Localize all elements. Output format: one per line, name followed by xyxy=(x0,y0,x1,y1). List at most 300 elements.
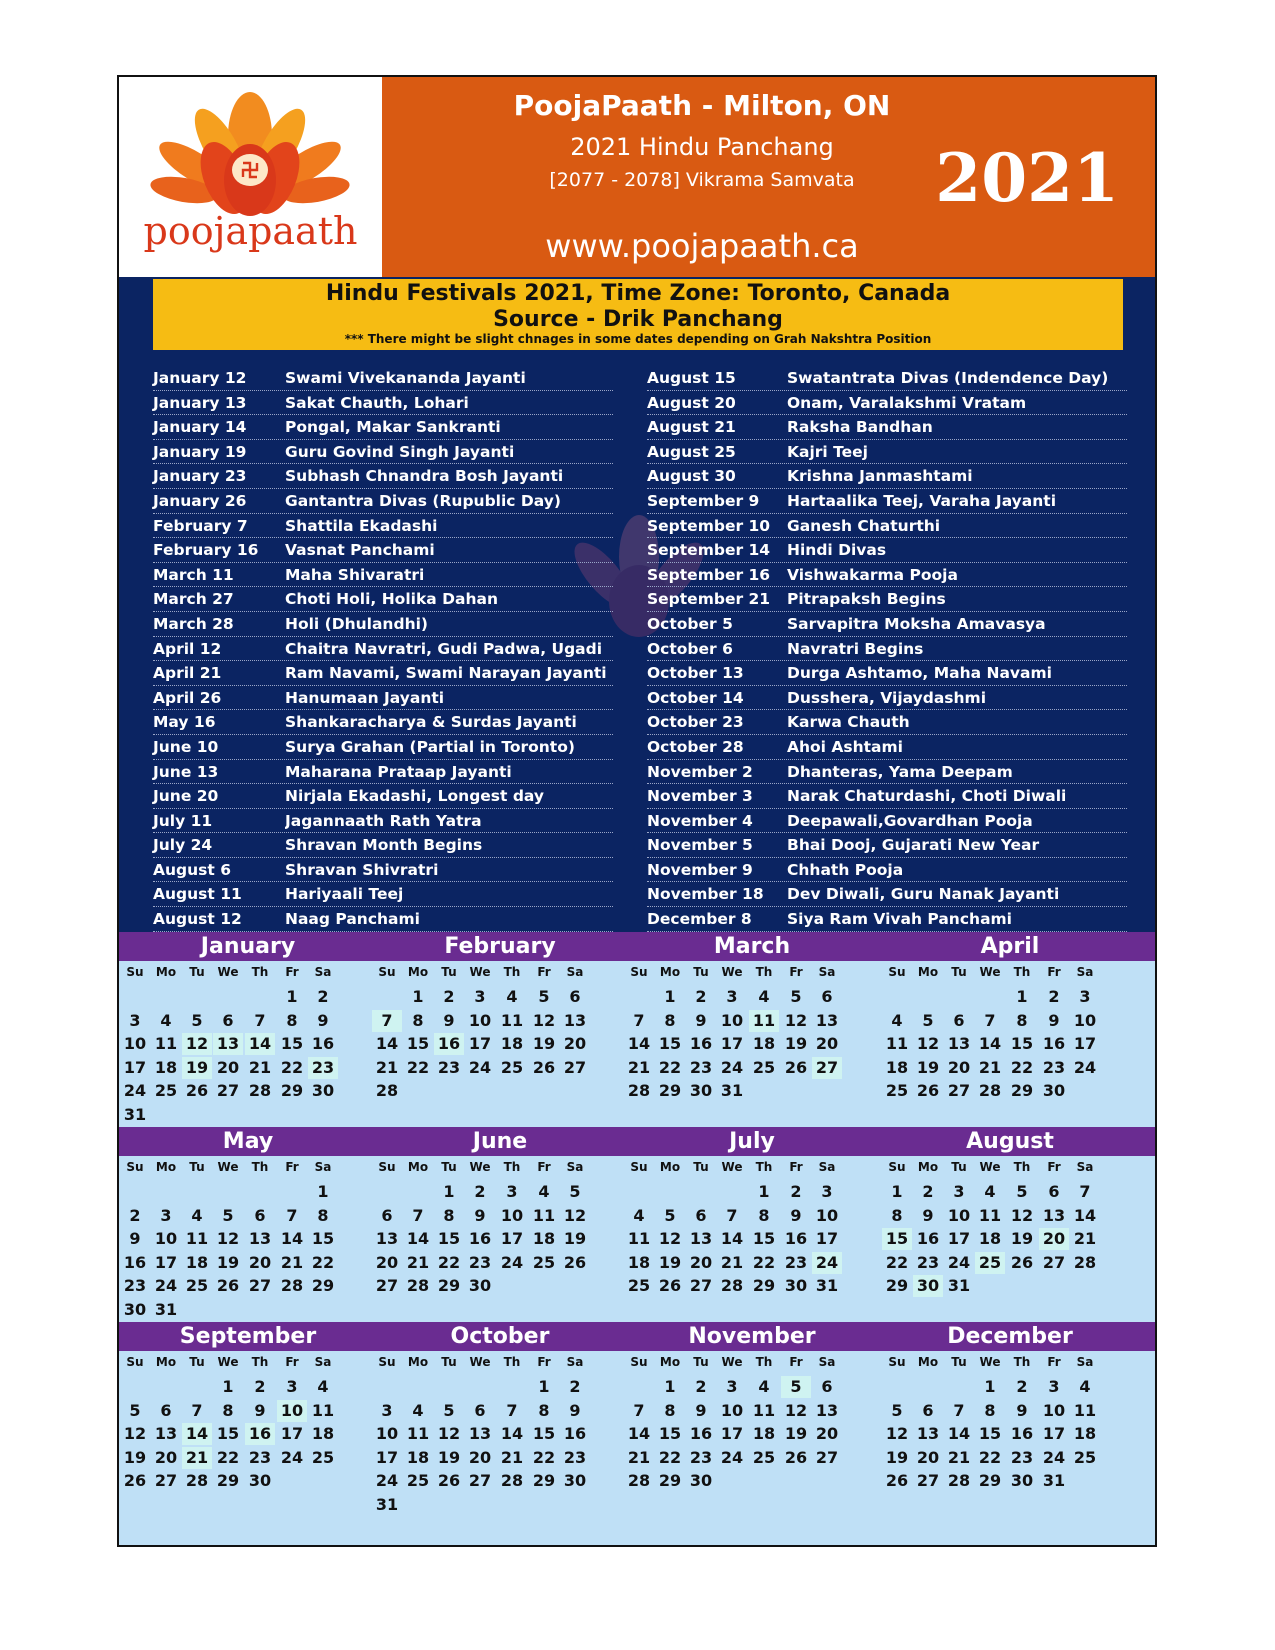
calendar-day: 28 xyxy=(627,1081,651,1100)
weekday-label: Tu xyxy=(693,1355,709,1369)
calendar-day: 29 xyxy=(1010,1081,1034,1100)
festival-banner xyxy=(153,279,1123,350)
weekday-label: Th xyxy=(755,1355,773,1369)
calendar-day: 19 xyxy=(532,1034,556,1053)
festival-name: Hartaalika Teej, Varaha Jayanti xyxy=(787,491,1057,510)
weekday-label: Sa xyxy=(818,1355,836,1369)
month-march xyxy=(623,932,881,1127)
calendar-day: 11 xyxy=(752,1400,776,1420)
calendar-day: 9 xyxy=(695,1010,707,1030)
calendar-day: 11 xyxy=(406,1424,430,1443)
calendar-day: 14 xyxy=(947,1424,971,1443)
weekday-label: We xyxy=(217,965,239,979)
calendar-day: 1 xyxy=(317,1182,329,1201)
weekday-label: Sa xyxy=(566,965,584,979)
calendar-day: 3 xyxy=(726,987,738,1006)
festival-name: Maharana Prataap Jayanti xyxy=(285,762,512,781)
festival-name: Nirjala Ekadashi, Longest day xyxy=(285,787,545,806)
calendar-day: 28 xyxy=(185,1471,209,1490)
weekday-label: Tu xyxy=(189,965,205,979)
calendar-day: 8 xyxy=(286,1010,298,1030)
festival-date: October 14 xyxy=(647,688,744,707)
calendar-day: 3 xyxy=(381,1400,393,1420)
calendar-section xyxy=(119,932,1155,1547)
calendar-day: 12 xyxy=(1010,1205,1034,1225)
calendar-day: 29 xyxy=(311,1276,335,1295)
festival-date: January 26 xyxy=(153,491,247,510)
festival-name: Shattila Ekadashi xyxy=(285,516,438,535)
calendar-day: 31 xyxy=(375,1494,399,1514)
weekday-label: Fr xyxy=(285,965,299,979)
calendar-day: 13 xyxy=(689,1229,713,1248)
festival-name: Shravan Month Begins xyxy=(285,836,483,855)
calendar-day: 9 xyxy=(922,1205,934,1225)
calendar-day: 7 xyxy=(984,1010,996,1030)
festival-name: Shravan Shivratri xyxy=(285,860,439,879)
calendar-day: 19 xyxy=(658,1252,682,1272)
calendar-day: 21 xyxy=(1073,1229,1097,1248)
weekday-label: Th xyxy=(251,1160,269,1174)
weekday-header xyxy=(623,1355,881,1375)
calendar-day: 3 xyxy=(474,987,486,1006)
calendar-day: 14 xyxy=(720,1229,744,1248)
calendar-day: 16 xyxy=(689,1424,713,1443)
calendar-day: 12 xyxy=(658,1229,682,1248)
calendar-day: 2 xyxy=(695,1377,707,1396)
calendar-day: 1 xyxy=(664,987,676,1006)
weekday-label: Mo xyxy=(917,1355,939,1369)
festival-name: Ram Navami, Swami Narayan Jayanti xyxy=(285,664,607,683)
calendar-day: 9 xyxy=(474,1205,486,1225)
weekday-label: Fr xyxy=(789,1160,803,1174)
festival-date: April 26 xyxy=(153,688,222,707)
calendar-day: 26 xyxy=(1010,1252,1034,1272)
festival-row xyxy=(153,686,613,711)
festival-date: October 5 xyxy=(647,614,733,633)
festival-date: January 23 xyxy=(153,467,247,486)
calendar-day: 30 xyxy=(1042,1081,1066,1100)
calendar-day: 1 xyxy=(664,1377,676,1396)
calendar-day: 26 xyxy=(916,1081,940,1100)
weekday-label: Mo xyxy=(659,965,681,979)
month-title: February xyxy=(444,934,556,959)
calendar-day: 10 xyxy=(123,1034,147,1053)
calendar-day: 26 xyxy=(437,1471,461,1490)
calendar-day: 8 xyxy=(317,1205,329,1225)
festival-row xyxy=(647,661,1127,686)
festival-name: Pitrapaksh Begins xyxy=(787,590,946,609)
month-june xyxy=(371,1127,629,1322)
festival-date: May 16 xyxy=(153,713,216,732)
calendar-day: 2 xyxy=(474,1182,486,1201)
festival-name: Kajri Teej xyxy=(787,442,868,461)
calendar-day: 18 xyxy=(752,1424,776,1443)
month-title: January xyxy=(200,934,296,959)
festival-date: November 18 xyxy=(647,885,764,904)
calendar-day: 30 xyxy=(311,1081,335,1100)
calendar-day: 17 xyxy=(1073,1034,1097,1053)
calendar-day: 27 xyxy=(916,1471,940,1490)
calendar-day: 4 xyxy=(891,1010,903,1030)
calendar-day: 19 xyxy=(784,1424,808,1443)
festival-row xyxy=(647,538,1127,563)
festival-date: March 27 xyxy=(153,590,234,609)
calendar-day: 12 xyxy=(182,1033,212,1055)
calendar-day: 21 xyxy=(627,1447,651,1467)
calendar-day: 24 xyxy=(154,1276,178,1295)
calendar-day: 16 xyxy=(1042,1034,1066,1053)
calendar-day: 14 xyxy=(978,1034,1002,1053)
festival-name: Chhath Pooja xyxy=(787,860,904,879)
calendar-day: 29 xyxy=(978,1471,1002,1490)
website-link[interactable]: www.poojapaath.ca xyxy=(545,227,859,265)
calendar-day: 27 xyxy=(947,1081,971,1100)
weekday-header xyxy=(371,965,629,985)
calendar-day: 21 xyxy=(978,1057,1002,1077)
weekday-header xyxy=(623,1160,881,1180)
calendar-day: 3 xyxy=(286,1377,298,1396)
month-title: December xyxy=(947,1324,1073,1349)
weekday-label: Mo xyxy=(659,1355,681,1369)
festival-name: Vishwakarma Pooja xyxy=(787,565,958,584)
calendar-day: 23 xyxy=(563,1447,587,1467)
festival-date: January 12 xyxy=(153,369,247,387)
festival-date: July 24 xyxy=(153,836,213,855)
weekday-label: Su xyxy=(888,1355,906,1369)
calendar-day: 14 xyxy=(627,1424,651,1443)
calendar-day: 25 xyxy=(500,1057,524,1077)
festival-name: Deepawali,Govardhan Pooja xyxy=(787,811,1033,830)
festival-row xyxy=(647,637,1127,662)
calendar-day: 24 xyxy=(1042,1447,1066,1467)
month-title: June xyxy=(472,1129,528,1154)
festival-date: March 28 xyxy=(153,614,234,633)
weekday-label: Sa xyxy=(314,1160,332,1174)
calendar-day: 16 xyxy=(311,1034,335,1053)
festival-name: Hanumaan Jayanti xyxy=(285,688,445,707)
festival-name: Naag Panchami xyxy=(285,910,420,929)
calendar-day: 14 xyxy=(245,1033,275,1055)
calendar-day: 11 xyxy=(532,1205,556,1225)
calendar-day: 5 xyxy=(191,1010,203,1030)
calendar-day: 5 xyxy=(1016,1182,1028,1201)
calendar-day: 26 xyxy=(885,1471,909,1490)
calendar-day: 10 xyxy=(720,1010,744,1030)
festival-row xyxy=(153,366,613,391)
calendar-day: 14 xyxy=(406,1229,430,1248)
calendar-day: 21 xyxy=(280,1252,304,1272)
weekday-label: Tu xyxy=(441,1355,457,1369)
calendar-day: 15 xyxy=(280,1034,304,1053)
calendar-day: 22 xyxy=(280,1057,304,1077)
calendar-day: 3 xyxy=(726,1377,738,1396)
calendar-day: 21 xyxy=(627,1057,651,1077)
month-january xyxy=(119,932,377,1127)
festival-name: Shankaracharya & Surdas Jayanti xyxy=(285,713,577,732)
calendar-day: 7 xyxy=(633,1400,645,1420)
festival-row xyxy=(153,710,613,735)
calendar-day: 11 xyxy=(885,1034,909,1053)
weekday-label: Sa xyxy=(314,965,332,979)
festival-row xyxy=(153,882,613,907)
festival-date: August 6 xyxy=(153,860,231,879)
calendar-day: 29 xyxy=(885,1276,909,1295)
calendar-day: 17 xyxy=(375,1447,399,1467)
calendar-day: 14 xyxy=(500,1424,524,1443)
festival-name: Dhanteras, Yama Deepam xyxy=(787,762,1013,781)
festival-date: April 12 xyxy=(153,639,222,658)
weekday-label: Mo xyxy=(659,1160,681,1174)
calendar-day: 6 xyxy=(821,987,833,1006)
calendar-day: 11 xyxy=(311,1400,335,1420)
weekday-label: Mo xyxy=(155,965,177,979)
calendar-day: 5 xyxy=(569,1182,581,1201)
logo xyxy=(119,77,382,277)
calendar-day: 19 xyxy=(1010,1229,1034,1248)
festival-date: July 11 xyxy=(153,811,213,830)
weekday-label: Fr xyxy=(789,1355,803,1369)
calendar-day: 1 xyxy=(412,987,424,1006)
calendar-day: 6 xyxy=(1048,1182,1060,1201)
calendar-day: 23 xyxy=(308,1057,338,1079)
calendar-day: 19 xyxy=(182,1057,212,1079)
calendar-day: 18 xyxy=(1073,1424,1097,1443)
calendar-day: 27 xyxy=(216,1081,240,1100)
calendar-day: 7 xyxy=(412,1205,424,1225)
calendar-day: 11 xyxy=(749,1010,779,1032)
weekday-label: Th xyxy=(251,965,269,979)
calendar-day: 13 xyxy=(154,1424,178,1443)
calendar-day: 15 xyxy=(978,1424,1002,1443)
calendar-day: 6 xyxy=(381,1205,393,1225)
calendar-day: 25 xyxy=(975,1252,1005,1274)
calendar-day: 18 xyxy=(185,1252,209,1272)
festival-date: August 30 xyxy=(647,467,736,486)
festival-date: September 10 xyxy=(647,516,771,535)
festival-name: Narak Chaturdashi, Choti Diwali xyxy=(787,787,1067,806)
calendar-day: 9 xyxy=(1016,1400,1028,1420)
festival-date: February 16 xyxy=(153,541,259,560)
header-banner xyxy=(382,77,1155,277)
calendar-day: 21 xyxy=(500,1447,524,1467)
calendar-day: 3 xyxy=(506,1182,518,1201)
calendar-page xyxy=(117,75,1157,1547)
calendar-day: 2 xyxy=(695,987,707,1006)
calendar-day: 16 xyxy=(123,1252,147,1272)
festival-date: September 21 xyxy=(647,590,771,609)
weekday-label: Mo xyxy=(155,1160,177,1174)
calendar-day: 20 xyxy=(1039,1228,1069,1250)
festival-date: August 12 xyxy=(153,910,242,929)
calendar-day: 15 xyxy=(752,1229,776,1248)
calendar-day: 13 xyxy=(815,1010,839,1030)
calendar-day: 24 xyxy=(720,1447,744,1467)
calendar-day: 19 xyxy=(563,1229,587,1248)
calendar-day: 16 xyxy=(784,1229,808,1248)
festival-row xyxy=(153,735,613,760)
weekday-header xyxy=(371,1355,629,1375)
calendar-day: 10 xyxy=(375,1424,399,1443)
festival-name: Sarvapitra Moksha Amavasya xyxy=(787,614,1046,633)
festival-date: April 21 xyxy=(153,664,222,683)
calendar-day: 12 xyxy=(123,1424,147,1443)
calendar-day: 4 xyxy=(758,987,770,1006)
festival-name: Dev Diwali, Guru Nanak Jayanti xyxy=(787,885,1060,904)
calendar-day: 16 xyxy=(245,1423,275,1445)
calendar-day: 6 xyxy=(821,1377,833,1396)
calendar-day: 12 xyxy=(216,1229,240,1248)
festival-date: November 5 xyxy=(647,836,753,855)
calendar-day: 30 xyxy=(1010,1471,1034,1490)
calendar-day: 7 xyxy=(286,1205,298,1225)
calendar-day: 17 xyxy=(815,1229,839,1248)
calendar-day: 17 xyxy=(947,1229,971,1248)
calendar-day: 7 xyxy=(191,1400,203,1420)
calendar-day: 31 xyxy=(815,1276,839,1295)
calendar-day: 23 xyxy=(916,1252,940,1272)
weekday-label: Fr xyxy=(1047,1160,1061,1174)
calendar-day: 25 xyxy=(627,1276,651,1295)
calendar-day: 28 xyxy=(248,1081,272,1100)
weekday-label: We xyxy=(721,1355,743,1369)
calendar-day: 15 xyxy=(532,1424,556,1443)
weekday-label: Tu xyxy=(693,1160,709,1174)
month-july xyxy=(623,1127,881,1322)
calendar-day: 3 xyxy=(953,1182,965,1201)
festival-name: Bhai Dooj, Gujarati New Year xyxy=(787,836,1040,855)
calendar-day: 12 xyxy=(563,1205,587,1225)
calendar-day: 8 xyxy=(1016,1010,1028,1030)
calendar-day: 26 xyxy=(532,1057,556,1077)
festival-row xyxy=(153,661,613,686)
calendar-day: 9 xyxy=(254,1400,266,1420)
weekday-label: Sa xyxy=(314,1355,332,1369)
calendar-day: 5 xyxy=(664,1205,676,1225)
calendar-day: 22 xyxy=(1010,1057,1034,1077)
weekday-label: We xyxy=(217,1160,239,1174)
calendar-day: 22 xyxy=(216,1447,240,1467)
festival-row xyxy=(153,858,613,883)
calendar-day: 21 xyxy=(375,1057,399,1077)
calendar-day: 2 xyxy=(1048,987,1060,1006)
calendar-day: 7 xyxy=(633,1010,645,1030)
festival-name: Hariyaali Teej xyxy=(285,885,404,904)
festival-date: September 16 xyxy=(647,565,771,584)
calendar-day: 10 xyxy=(947,1205,971,1225)
weekday-label: Su xyxy=(126,1160,144,1174)
calendar-day: 18 xyxy=(752,1034,776,1053)
calendar-day: 12 xyxy=(532,1010,556,1030)
calendar-day: 10 xyxy=(154,1229,178,1248)
calendar-day: 11 xyxy=(154,1034,178,1053)
calendar-day: 18 xyxy=(978,1229,1002,1248)
festival-date: January 14 xyxy=(153,418,247,437)
calendar-day: 4 xyxy=(538,1182,550,1201)
festival-row xyxy=(647,833,1127,858)
festival-date: September 9 xyxy=(647,491,760,510)
month-december xyxy=(881,1322,1139,1517)
calendar-day: 2 xyxy=(790,1182,802,1201)
banner-line-2: Source - Drik Panchang xyxy=(493,307,783,332)
weekday-label: Tu xyxy=(441,965,457,979)
weekday-label: We xyxy=(217,1355,239,1369)
calendar-day: 9 xyxy=(569,1400,581,1420)
calendar-day: 19 xyxy=(123,1447,147,1467)
calendar-day: 28 xyxy=(500,1471,524,1490)
festival-row xyxy=(647,809,1127,834)
weekday-label: Tu xyxy=(951,1355,967,1369)
festival-row xyxy=(153,464,613,489)
calendar-day: 1 xyxy=(758,1182,770,1201)
calendar-day: 22 xyxy=(532,1447,556,1467)
festival-row xyxy=(153,907,613,932)
calendar-day: 9 xyxy=(790,1205,802,1225)
calendar-day: 10 xyxy=(1073,1010,1097,1030)
festival-row xyxy=(153,760,613,785)
festival-name: Gantantra Divas (Rupublic Day) xyxy=(285,491,561,510)
calendar-day: 16 xyxy=(563,1424,587,1443)
calendar-day: 7 xyxy=(953,1400,965,1420)
weekday-label: Mo xyxy=(917,1160,939,1174)
festival-date: March 11 xyxy=(153,565,234,584)
festival-row xyxy=(153,489,613,514)
calendar-day: 7 xyxy=(726,1205,738,1225)
calendar-day: 24 xyxy=(123,1081,147,1100)
calendar-day: 29 xyxy=(280,1081,304,1100)
calendar-day: 22 xyxy=(978,1447,1002,1467)
festival-row xyxy=(647,710,1127,735)
weekday-header xyxy=(119,965,377,985)
banner-line-1: Hindu Festivals 2021, Time Zone: Toronto, Canada xyxy=(325,281,951,306)
festival-date: November 4 xyxy=(647,811,753,830)
calendar-day: 23 xyxy=(248,1447,272,1467)
banner-note: *** There might be slight chnages in some dates depending on Grah Nakshtra Position xyxy=(344,332,932,346)
calendar-day: 19 xyxy=(437,1447,461,1467)
festival-row xyxy=(647,907,1127,932)
calendar-day: 28 xyxy=(978,1081,1002,1100)
calendar-day: 31 xyxy=(123,1104,147,1124)
calendar-day: 9 xyxy=(1048,1010,1060,1030)
weekday-label: Sa xyxy=(1076,1160,1094,1174)
festival-list-left xyxy=(153,366,613,932)
calendar-day: 20 xyxy=(916,1447,940,1467)
calendar-day: 6 xyxy=(222,1010,234,1030)
calendar-day: 20 xyxy=(815,1034,839,1053)
calendar-day: 27 xyxy=(812,1057,842,1079)
weekday-label: Fr xyxy=(285,1160,299,1174)
calendar-day: 12 xyxy=(784,1010,808,1030)
calendar-day: 17 xyxy=(500,1229,524,1248)
calendar-day: 25 xyxy=(532,1252,556,1272)
calendar-day: 24 xyxy=(947,1252,971,1272)
calendar-day: 2 xyxy=(254,1377,266,1396)
calendar-day: 30 xyxy=(123,1299,147,1319)
calendar-day: 13 xyxy=(916,1424,940,1443)
calendar-day: 1 xyxy=(222,1377,234,1396)
weekday-label: Sa xyxy=(1076,1355,1094,1369)
weekday-label: Th xyxy=(503,1355,521,1369)
festival-date: October 28 xyxy=(647,737,744,756)
weekday-label: Mo xyxy=(407,1355,429,1369)
calendar-day: 17 xyxy=(720,1424,744,1443)
festival-name: Choti Holi, Holika Dahan xyxy=(285,590,498,609)
weekday-header xyxy=(119,1355,377,1375)
calendar-day: 6 xyxy=(254,1205,266,1225)
weekday-label: Mo xyxy=(407,1160,429,1174)
calendar-day: 5 xyxy=(443,1400,455,1420)
festival-date: November 2 xyxy=(647,762,753,781)
calendar-day: 8 xyxy=(538,1400,550,1420)
